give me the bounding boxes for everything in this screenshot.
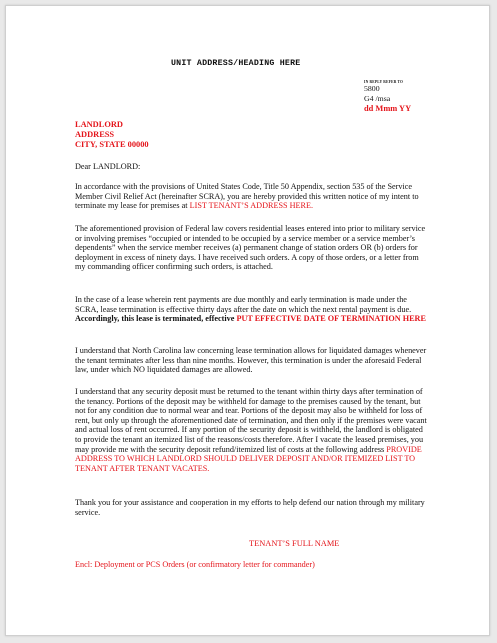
paragraph-nc-law: I understand that North Carolina law concerning lease termination allows for liquidated damages whenever the tenant terminates after less than nine months. However, this termination is under the aforesaid Federal law, under which NO liquidated damages are allowed. xyxy=(75,346,427,375)
tenant-signature-name: TENANT’S FULL NAME xyxy=(249,539,340,548)
paragraph-intent xyxy=(75,182,427,211)
reference-office-code: G4 /msa xyxy=(364,94,391,103)
unit-heading: UNIT ADDRESS/HEADING HERE xyxy=(171,59,301,68)
reference-block xyxy=(364,80,411,114)
termination-statement: Accordingly, this lease is terminated, effective xyxy=(75,314,237,324)
landlord-city-state: CITY, STATE 00000 xyxy=(75,140,149,149)
paragraph-intent-text: In accordance with the provisions of United States Code, Title 50 Appendix, section 535 of the Service Member Civil Relief Act (hereinafter SCRA), you are hereby provided this written notice of my intent to terminate my lease for premises at xyxy=(75,182,419,211)
landlord-address-block xyxy=(75,120,149,150)
letter-date: dd Mmm YY xyxy=(364,104,412,113)
reference-ssic: 5800 xyxy=(364,84,380,93)
reference-label: IN REPLY REFER TO xyxy=(364,80,404,84)
landlord-address: ADDRESS xyxy=(75,130,115,139)
paragraph-termination xyxy=(75,295,427,324)
enclosure-line: Encl: Deployment or PCS Orders (or confirmatory letter for commander) xyxy=(75,560,315,569)
salutation: Dear LANDLORD: xyxy=(75,162,141,171)
effective-date-placeholder: PUT EFFECTIVE DATE OF TERMINATION HERE xyxy=(236,314,426,324)
paragraph-termination-text: In the case of a lease wherein rent payments are due monthly and early termination is made under the SCRA, lease termination is effective thirty days after the date on which the next rental payment is due. xyxy=(75,295,412,314)
paragraph-deposit-text: I understand that any security deposit must be returned to the tenant within thirty days after termination of the tenancy. Portions of the deposit may be withheld for damage to the premises caused by the tenant, but not for any condition due to normal wear and tear. Portions of the deposit may also be withheld for loss of rent, but only up through the aforementioned date of termination, and then only if the premises were vacant and actual loss of rent occurred. If any portion of the security deposit is withheld, the landlord is obligated to provide the tenant an itemized list of the reasons/costs therefore. After I vacate the leased premises, you may provide me with the security deposit refund/itemized list of costs at the following address xyxy=(75,387,427,454)
tenant-address-placeholder: LIST TENANT’S ADDRESS HERE. xyxy=(189,201,314,211)
paragraph-provision: The aforementioned provision of Federal law covers residential leases entered into prior to military service or involving premises “occupied or intended to be occupied by a service member or a service member’s dependents” when the service member receives (a) permanent change of station orders OR (b) orders for deployment in excess of ninety days. I have received such orders. A copy of those orders, or a letter from my commanding officer confirming such orders, is attached. xyxy=(75,224,426,272)
paragraph-thanks: Thank you for your assistance and cooperation in my efforts to help defend our nation through my military service. xyxy=(75,498,425,517)
paragraph-deposit xyxy=(75,387,427,473)
landlord-name: LANDLORD xyxy=(75,120,123,129)
deposit-address-placeholder: PROVIDE ADDRESS TO WHICH LANDLORD SHOULD DELIVER DEPOSIT AND/OR ITEMIZED LIST TO TENANT AFTER TENANT VACATES. xyxy=(75,444,422,473)
